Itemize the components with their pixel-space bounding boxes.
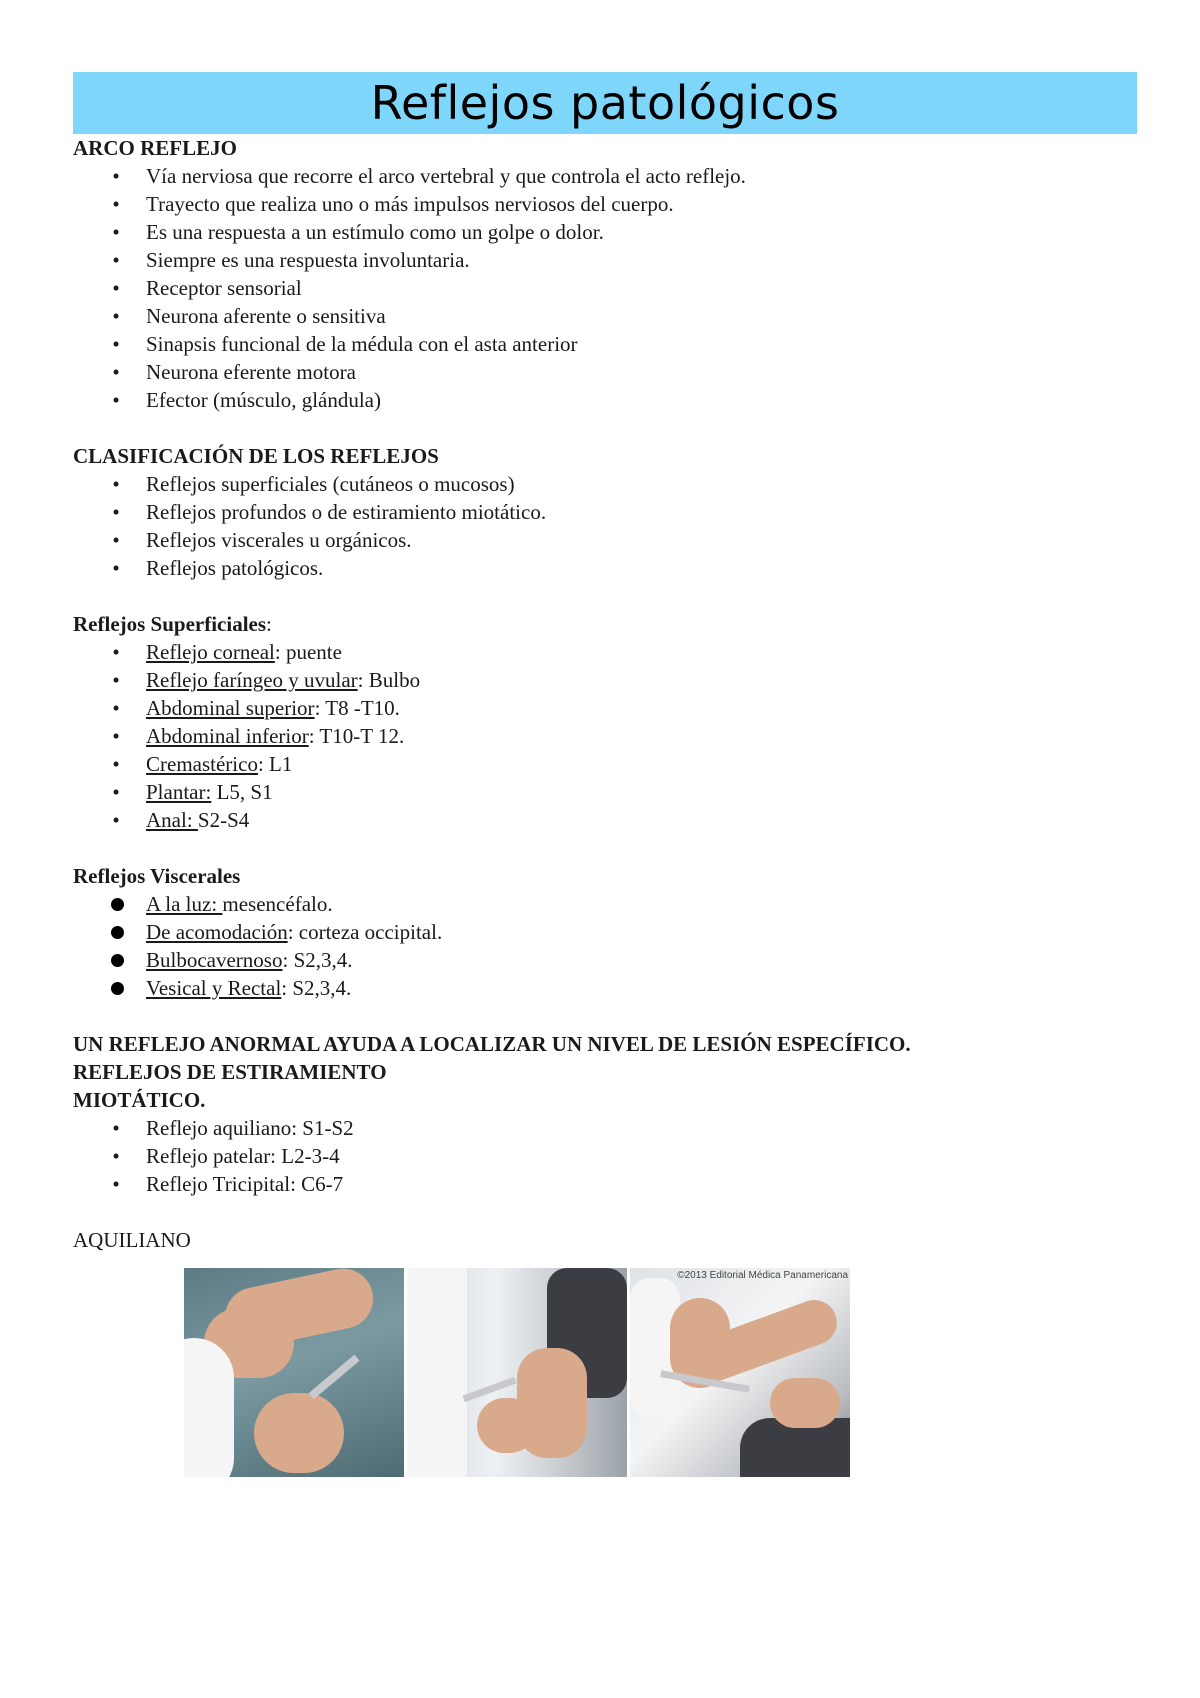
section-heading-clasificacion: CLASIFICACIÓN DE LOS REFLEJOS: [73, 444, 439, 468]
list-arco-reflejo: [73, 162, 1137, 414]
bullet-icon: •: [112, 780, 120, 804]
achilles-reflex-photos: [184, 1268, 850, 1477]
bullet-icon: •: [112, 724, 120, 748]
list-item: • Plantar: L5, S1: [73, 778, 1137, 806]
photo-achilles-2: [407, 1268, 627, 1477]
list-item: • Trayecto que realiza uno o más impulsos nerviosos del cuerpo.: [73, 190, 1137, 218]
bullet-icon: •: [112, 192, 120, 216]
list-item: • Es una respuesta a un estímulo como un golpe o dolor.: [73, 218, 1137, 246]
list-item: De acomodación: corteza occipital.: [73, 918, 1137, 946]
bullet-icon: •: [112, 696, 120, 720]
title-banner: [73, 72, 1137, 134]
photo-achilles-1: [184, 1268, 404, 1477]
section-heading-viscerales: Reflejos Viscerales: [73, 864, 241, 888]
list-item: • Reflejo patelar: L2-3-4: [73, 1142, 1137, 1170]
list-item: • Reflejos viscerales u orgánicos.: [73, 526, 1137, 554]
section-heading-reflejo-anormal: UN REFLEJO ANORMAL AYUDA A LOCALIZAR UN NIVEL DE LESIÓN ESPECÍFICO.: [73, 1032, 911, 1056]
list-item: • Reflejo Tricipital: C6-7: [73, 1170, 1137, 1198]
bullet-icon: •: [112, 528, 120, 552]
list-item: • Reflejo aquiliano: S1-S2: [73, 1114, 1137, 1142]
list-item: • Neurona aferente o sensitiva: [73, 302, 1137, 330]
list-item: • Neurona eferente motora: [73, 358, 1137, 386]
list-item: • Vía nerviosa que recorre el arco vertebral y que controla el acto reflejo.: [73, 162, 1137, 190]
photo-achilles-3: [630, 1268, 850, 1477]
bullet-icon: •: [112, 472, 120, 496]
list-item: • Reflejos superficiales (cutáneos o mucosos): [73, 470, 1137, 498]
list-item: • Abdominal superior: T8 -T10.: [73, 694, 1137, 722]
list-item: Bulbocavernoso: S2,3,4.: [73, 946, 1137, 974]
list-item: • Reflejo corneal: puente: [73, 638, 1137, 666]
filled-circle-bullet-icon: [111, 898, 124, 911]
bullet-icon: •: [112, 640, 120, 664]
section-heading-superficiales: Reflejos Superficiales:: [73, 612, 272, 636]
section-heading-miotatico: MIOTÁTICO.: [73, 1088, 206, 1112]
bullet-icon: •: [112, 388, 120, 412]
bullet-icon: •: [112, 556, 120, 580]
photo-caption: AQUILIANO: [73, 1228, 191, 1252]
bullet-icon: •: [112, 500, 120, 524]
list-item: A la luz: mesencéfalo.: [73, 890, 1137, 918]
bullet-icon: •: [112, 332, 120, 356]
list-item: • Abdominal inferior: T10-T 12.: [73, 722, 1137, 750]
list-item: • Reflejos patológicos.: [73, 554, 1137, 582]
section-heading-arco-reflejo: ARCO REFLEJO: [73, 136, 237, 160]
bullet-icon: •: [112, 304, 120, 328]
page-title: Reflejos patológicos: [370, 76, 840, 130]
bullet-icon: •: [112, 1116, 120, 1140]
filled-circle-bullet-icon: [111, 954, 124, 967]
list-miotatico: [73, 1114, 1137, 1198]
list-item: • Efector (músculo, glándula): [73, 386, 1137, 414]
section-heading-estiramiento: REFLEJOS DE ESTIRAMIENTO: [73, 1060, 387, 1084]
document-page: [73, 72, 1137, 1254]
list-viscerales: [73, 890, 1137, 1002]
list-item: • Siempre es una respuesta involuntaria.: [73, 246, 1137, 274]
bullet-icon: •: [112, 276, 120, 300]
bullet-icon: •: [112, 1144, 120, 1168]
list-item: Vesical y Rectal: S2,3,4.: [73, 974, 1137, 1002]
list-item: • Anal: S2-S4: [73, 806, 1137, 834]
bullet-icon: •: [112, 808, 120, 832]
list-clasificacion: [73, 470, 1137, 582]
bullet-icon: •: [112, 220, 120, 244]
list-superficiales: [73, 638, 1137, 834]
filled-circle-bullet-icon: [111, 982, 124, 995]
bullet-icon: •: [112, 752, 120, 776]
list-item: • Cremastérico: L1: [73, 750, 1137, 778]
bullet-icon: •: [112, 164, 120, 188]
bullet-icon: •: [112, 248, 120, 272]
bullet-icon: •: [112, 1172, 120, 1196]
filled-circle-bullet-icon: [111, 926, 124, 939]
photo-credit: ©2013 Editorial Médica Panamericana: [677, 1270, 848, 1281]
bullet-icon: •: [112, 360, 120, 384]
list-item: • Reflejo faríngeo y uvular: Bulbo: [73, 666, 1137, 694]
list-item: • Sinapsis funcional de la médula con el asta anterior: [73, 330, 1137, 358]
list-item: • Receptor sensorial: [73, 274, 1137, 302]
bullet-icon: •: [112, 668, 120, 692]
list-item: • Reflejos profundos o de estiramiento miotático.: [73, 498, 1137, 526]
